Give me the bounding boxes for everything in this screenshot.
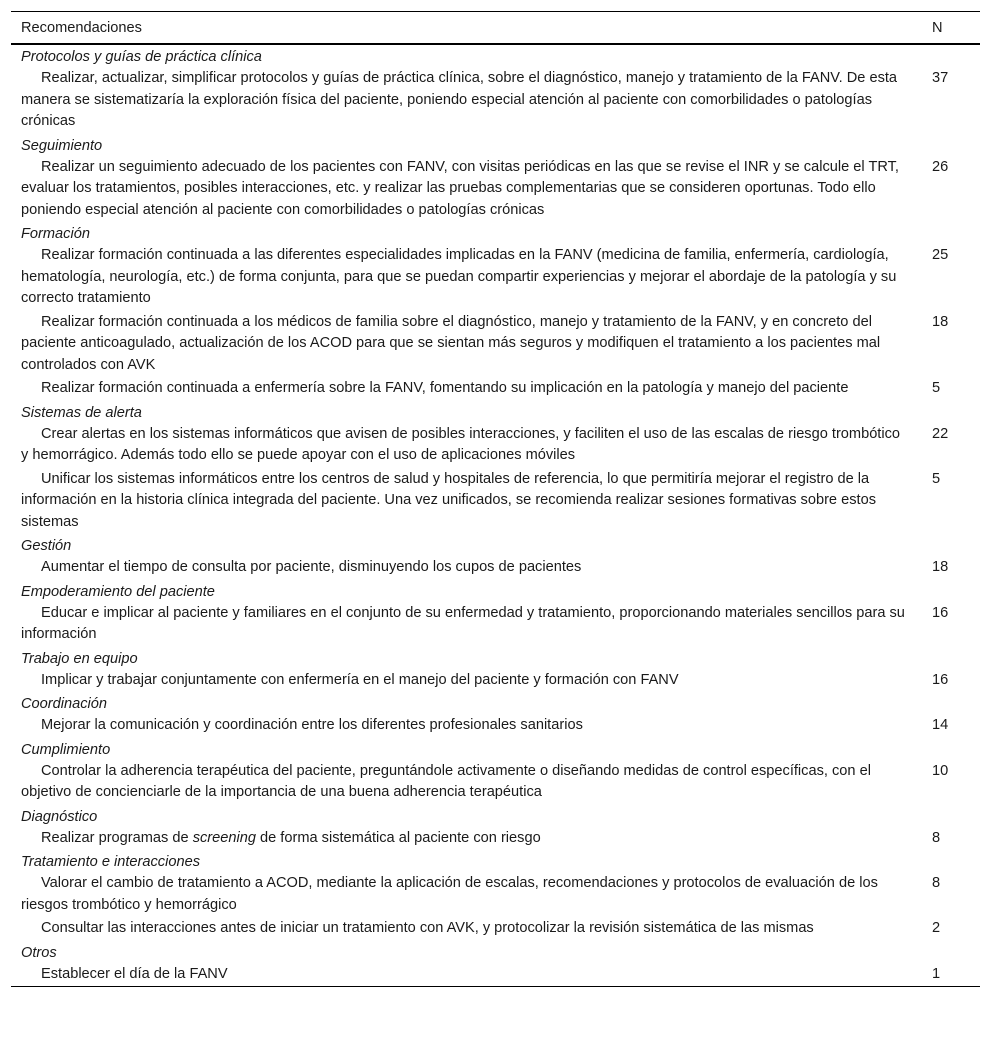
recommendation-count: 8 xyxy=(932,829,941,846)
category-label: Diagnóstico xyxy=(21,808,98,825)
recommendations-table-container xyxy=(11,11,980,987)
category-row xyxy=(11,850,980,872)
recommendation-row xyxy=(11,244,980,311)
recommendation-row xyxy=(11,669,980,693)
category-label: Tratamiento e interacciones xyxy=(21,854,200,870)
recommendation-row xyxy=(11,468,980,535)
category-label: Empoderamiento del paciente xyxy=(21,583,215,600)
recommendation-text: Valorar el cambio de tratamiento a ACOD, mediante la aplicación de escalas, recomendaciones y protocolos de evaluación de los riesgos trombótico y hemorrágico xyxy=(21,875,878,913)
recommendation-count: 16 xyxy=(932,604,949,621)
category-row xyxy=(11,401,980,423)
category-row xyxy=(11,692,980,714)
recommendation-count: 18 xyxy=(932,313,949,330)
recommendation-count: 37 xyxy=(932,70,949,86)
category-label: Seguimiento xyxy=(21,137,103,154)
recommendation-count: 22 xyxy=(932,425,949,442)
recommendation-row xyxy=(11,556,980,580)
recommendation-row xyxy=(11,377,980,401)
header-n: N xyxy=(916,12,980,45)
recommendation-text: Unificar los sistemas informáticos entre los centros de salud y hospitales de referencia, lo que permitiría mejorar el registro de la información en la historia clínica integrada del paciente. Una vez unificados, se recomienda realizar sesiones formativas sobre estos sistemas xyxy=(21,470,876,530)
table-header xyxy=(11,12,980,45)
recommendation-row xyxy=(11,602,980,647)
recommendation-text: Consultar las interacciones antes de iniciar un tratamiento con AVK, y protocolizar la revisión sistemática de las mismas xyxy=(41,920,814,936)
recommendation-count: 25 xyxy=(932,247,949,263)
recommendation-text: Establecer el día de la FANV xyxy=(11,963,916,987)
recommendation-row xyxy=(11,714,980,738)
recommendation-count: 10 xyxy=(932,762,949,779)
category-row xyxy=(11,941,980,963)
recommendation-text: Mejorar la comunicación y coordinación entre los diferentes profesionales sanitarios xyxy=(41,717,583,733)
recommendation-count: 18 xyxy=(932,559,949,575)
recommendation-count: 26 xyxy=(932,158,949,175)
category-row xyxy=(11,738,980,760)
category-label: Formación xyxy=(21,226,90,242)
recommendation-text xyxy=(11,827,916,851)
recommendation-text: Educar e implicar al paciente y familiares en el conjunto de su enfermedad y tratamiento, proporcionando materiales sencillos para su información xyxy=(21,604,905,642)
category-label: Trabajo en equipo xyxy=(21,650,138,667)
header-recomendaciones: Recomendaciones xyxy=(11,12,916,45)
recommendation-count: 16 xyxy=(932,671,949,688)
recommendation-text-part: Realizar programas de xyxy=(41,829,193,846)
recommendation-row xyxy=(11,156,980,223)
recommendation-text: Realizar formación continuada a enfermería sobre la FANV, fomentando su implicación en la patología y manejo del paciente xyxy=(41,380,849,396)
recommendation-count: 1 xyxy=(916,963,980,987)
recommendation-row xyxy=(11,963,980,987)
category-row xyxy=(11,222,980,244)
recommendation-row xyxy=(11,917,980,941)
recommendation-text: Realizar un seguimiento adecuado de los pacientes con FANV, con visitas periódicas en las que se revise el INR y se calcule el TRT, evaluar los tratamientos, posibles interacciones, etc. y realizar las pruebas complementarias que se consideren oportunas. Todo ello poniendo especial atención al paciente con comorbilidades o patologías crónicas xyxy=(21,158,899,218)
recommendation-row xyxy=(11,423,980,468)
category-row xyxy=(11,580,980,602)
recommendation-count: 5 xyxy=(932,470,941,487)
recommendation-row xyxy=(11,872,980,917)
recommendations-table xyxy=(11,11,980,987)
recommendation-text: Implicar y trabajar conjuntamente con enfermería en el manejo del paciente y formación con FANV xyxy=(41,671,679,688)
header-row xyxy=(11,12,980,45)
category-label: Coordinación xyxy=(21,696,107,712)
category-row xyxy=(11,647,980,669)
recommendation-row xyxy=(11,67,980,134)
recommendation-count: 14 xyxy=(932,717,949,733)
recommendation-text: Realizar formación continuada a los médicos de familia sobre el diagnóstico, manejo y tratamiento de la FANV, y en concreto del paciente anticoagulado, actualización de los ACOD para que se sientan más seguros y modifiquen el tratamiento a los pacientes mal controlados con AVK xyxy=(21,313,881,373)
recommendation-row xyxy=(11,827,980,851)
recommendation-text-part: de forma sistemática al paciente con riesgo xyxy=(255,829,541,846)
recommendation-count: 5 xyxy=(932,380,941,396)
category-label: Sistemas de alerta xyxy=(21,404,142,421)
category-row xyxy=(11,44,980,67)
recommendation-text: Crear alertas en los sistemas informáticos que avisen de posibles interacciones, y faciliten el uso de las escalas de riesgo trombótico y hemorrágico. Además todo ello se puede apoyar con el uso de aplicaciones móviles xyxy=(21,425,901,463)
recommendation-text: Realizar formación continuada a las diferentes especialidades implicadas en la FANV (medicina de familia, enfermería, cardiología, hematología, neurología, etc.) de forma conjunta, para que se puedan compartir experiencias y mejorar el abordaje de la patología y su correcto tratamiento xyxy=(21,247,897,306)
recommendation-count: 2 xyxy=(932,920,941,936)
category-label: Otros xyxy=(21,944,57,961)
recommendation-text-emphasis: screening xyxy=(192,829,256,846)
recommendation-text: Realizar, actualizar, simplificar protocolos y guías de práctica clínica, sobre el diagnóstico, manejo y tratamiento de la FANV. De esta manera se sistematizaría la exploración física del paciente, poniendo especial atención al paciente con comorbilidades o patologías crónicas xyxy=(21,70,898,129)
recommendation-text: Aumentar el tiempo de consulta por paciente, disminuyendo los cupos de pacientes xyxy=(41,559,582,575)
recommendation-row xyxy=(11,760,980,805)
category-row xyxy=(11,805,980,827)
category-label: Cumplimiento xyxy=(21,741,111,758)
category-label: Gestión xyxy=(21,538,72,554)
recommendation-row xyxy=(11,311,980,378)
recommendation-text: Controlar la adherencia terapéutica del paciente, preguntándole activamente o diseñando medidas de control específicas, con el objetivo de concienciarle de la importancia de una buena adherencia terapéutica xyxy=(21,762,871,800)
category-row xyxy=(11,134,980,156)
category-row xyxy=(11,534,980,556)
table-body xyxy=(11,44,980,987)
category-label: Protocolos y guías de práctica clínica xyxy=(21,49,262,65)
recommendation-count: 8 xyxy=(932,875,941,891)
